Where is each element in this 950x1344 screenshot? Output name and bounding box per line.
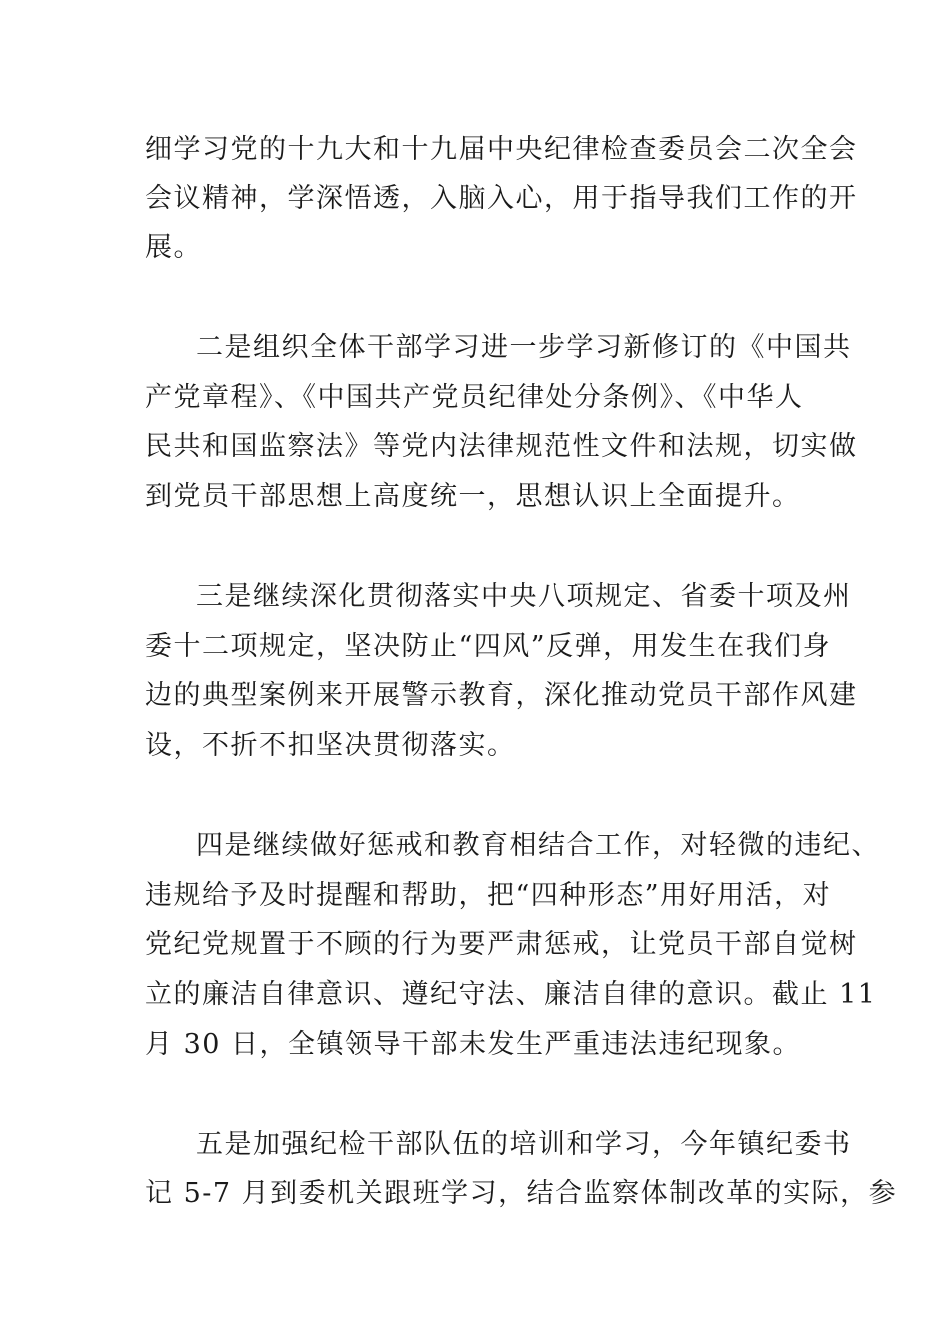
text-line: 党纪党规置于不顾的行为要严肃惩戒，让党员干部自觉树	[145, 929, 858, 960]
paragraph-first-line: 五是加强纪检干部队伍的培训和学习，今年镇纪委书	[196, 1129, 852, 1160]
text-line: 月 30 日，全镇领导干部未发生严重违法违纪现象。	[145, 1029, 802, 1060]
text-line: 委十二项规定，坚决防止“四风”反弹，用发生在我们身	[145, 631, 832, 662]
text-line: 细学习党的十九大和十九届中央纪律检查委员会二次全会	[145, 134, 858, 165]
paragraph-first-line: 三是继续深化贯彻落实中央八项规定、省委十项及州	[196, 581, 852, 612]
text-line: 立的廉洁自律意识、遵纪守法、廉洁自律的意识。截止 11	[145, 979, 877, 1010]
text-line: 产党章程》、《中国共产党员纪律处分条例》、《中华人	[145, 382, 804, 413]
text-line: 记 5-7 月到委机关跟班学习，结合监察体制改革的实际，参	[145, 1178, 898, 1209]
text-line: 违规给予及时提醒和帮助，把“四种形态”用好用活，对	[145, 880, 832, 911]
text-line: 民共和国监察法》等党内法律规范性文件和法规，切实做	[145, 431, 858, 462]
paragraph-first-line: 二是组织全体干部学习进一步学习新修订的《中国共	[196, 332, 852, 363]
text-line: 设，不折不扣坚决贯彻落实。	[145, 730, 516, 761]
text-line: 边的典型案例来开展警示教育，深化推动党员干部作风建	[145, 680, 858, 711]
text-line: 展。	[145, 232, 202, 263]
paragraph-first-line: 四是继续做好惩戒和教育相结合工作，对轻微的违纪、	[196, 830, 880, 861]
text-line: 会议精神，学深悟透，入脑入心，用于指导我们工作的开	[145, 183, 858, 214]
text-line: 到党员干部思想上高度统一，思想认识上全面提升。	[145, 481, 801, 512]
